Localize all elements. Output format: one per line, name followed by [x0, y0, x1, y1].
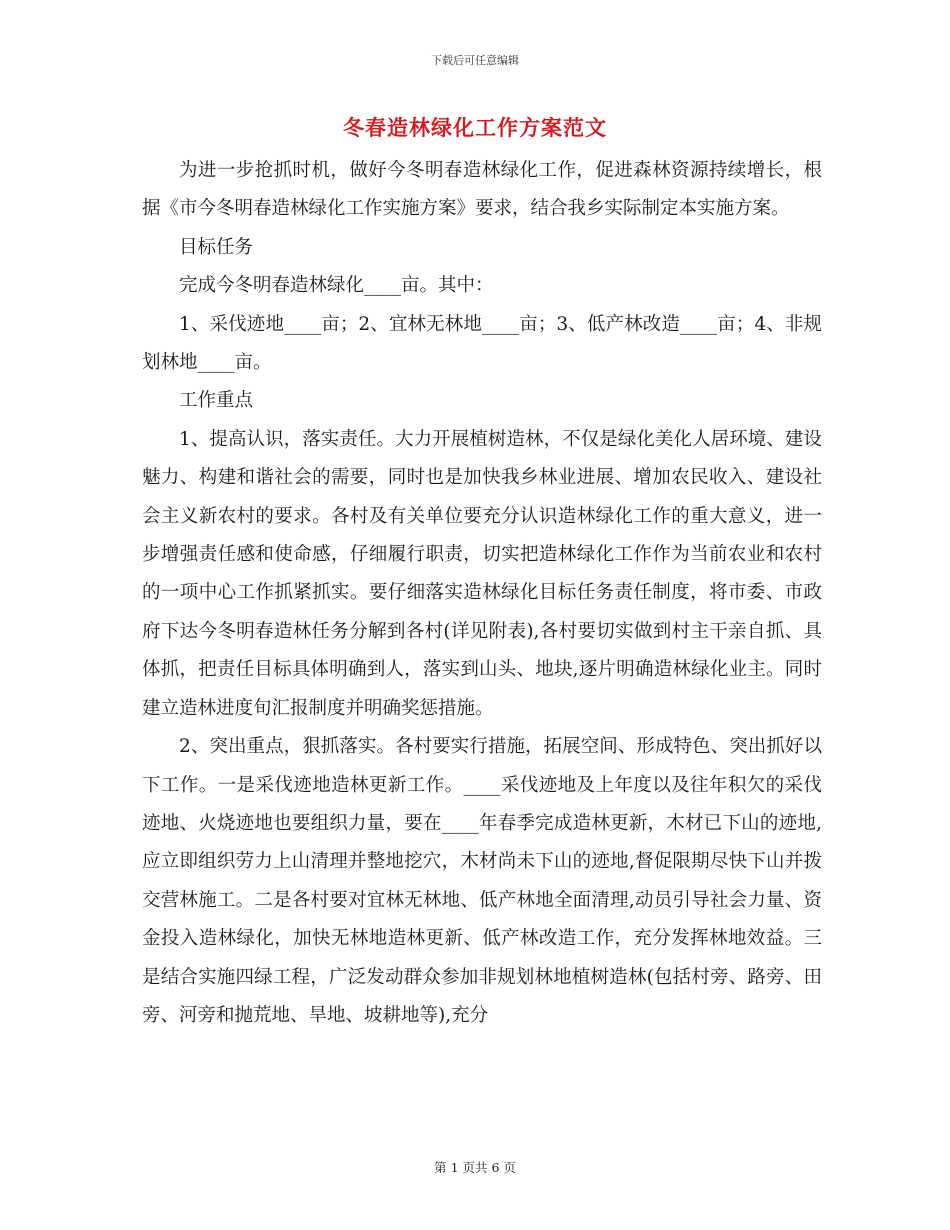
goal-total-paragraph: 完成今冬明春造林绿化____亩。其中： — [179, 275, 494, 297]
page-header-note: 下载后可任意编辑 — [431, 54, 519, 67]
page-number-footer: 第 1 页共 6 页 — [434, 1160, 516, 1175]
intro-paragraph: 为进一步抢抓时机，做好今冬明春造林绿化工作，促进森林资源持续增长，根据《市今冬明春造林绿化工作实施方案》要求，结合我乡实际制定本实施方案。 — [142, 160, 822, 220]
goal-breakdown-paragraph: 1、采伐迹地____亩；2、宜林无林地____亩；3、低产林改造____亩；4、非规划林地____亩。 — [142, 313, 822, 374]
section-heading-focus: 工作重点 — [179, 390, 254, 412]
section-heading-goals: 目标任务 — [179, 236, 254, 258]
document-title: 冬春造林绿化工作方案范文 — [343, 115, 607, 140]
document-body — [142, 152, 822, 1035]
focus-item-2-paragraph: 2、突出重点，狠抓落实。各村要实行措施，拓展空间、形成特色、突出抓好以下工作。一是采伐迹地造林更新工作。____采伐迹地及上年度以及往年积欠的采伐迹地、火烧迹地也要组织力量，要在____年春季完成造林更新，木材已下山的迹地,应立即组织劳力上山清理并整地挖穴，木材尚未下山的迹地,督促限期尽快下山并拨交营林施工。二是各村要对宜林无林地、低产林地全面清理,动员引导社会力量、资金投入造林绿化，加快无林地造林更新、低产林改造工作，充分发挥林地效益。三是结合实施四绿工程，广泛发动群众参加非规划林地植树造林(包括村旁、路旁、田旁、河旁和抛荒地、旱地、坡耕地等),充分 — [142, 736, 822, 1026]
focus-item-1-paragraph: 1、提高认识，落实责任。大力开展植树造林，不仅是绿化美化人居环境、建设魅力、构建和谐社会的需要，同时也是加快我乡林业进展、增加农民收入、建设社会主义新农村的要求。各村及有关单位要充分认识造林绿化工作的重大意义，进一步增强责任感和使命感，仔细履行职责，切实把造林绿化工作作为当前农业和农村的一项中心工作抓紧抓实。要仔细落实造林绿化目标任务责任制度，将市委、市政府下达今冬明春造林任务分解到各村(详见附表),各村要切实做到村主干亲自抓、具体抓，把责任目标具体明确到人，落实到山头、地块,逐片明确造林绿化业主。同时建立造林进度旬汇报制度并明确奖惩措施。 — [142, 428, 822, 719]
